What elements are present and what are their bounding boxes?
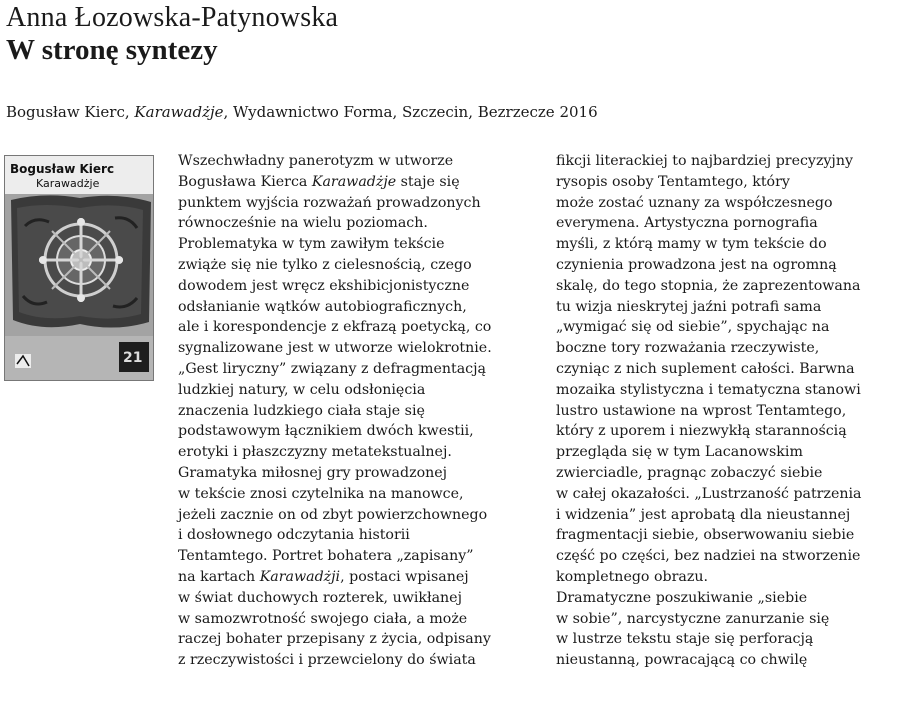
text-segment: myśli, z którą mamy w tym tekście do: [556, 236, 827, 253]
text-line: [556, 650, 861, 671]
text-line: [178, 213, 492, 234]
text-segment: boczne tory rozważania rzeczywiste,: [556, 340, 820, 357]
text-line: [556, 297, 861, 318]
text-segment: zwierciadle, pragnąc zobaczyć siebie: [556, 464, 823, 481]
text-line: [556, 317, 861, 338]
article-author: Anna Łozowska-Patynowska: [6, 2, 339, 33]
text-segment: Gramatyka miłosnej gry prowadzonej: [178, 464, 448, 481]
text-line: [178, 442, 492, 463]
text-segment: podstawowym łącznikiem dwóch kwestii,: [178, 423, 474, 440]
italic-title-text: Karawadżje: [311, 173, 397, 190]
text-segment: sygnalizowane jest w utworze wielokrotnie.: [178, 340, 492, 357]
text-line: [556, 213, 861, 234]
text-line: [178, 317, 492, 338]
text-segment: zwiąże się nie tylko z cielesnością, czego: [178, 256, 472, 273]
text-segment: który z uporem i niezwykłą starannością: [556, 423, 847, 440]
text-segment: erotyki i płaszczyzny metatekstualnej.: [178, 444, 452, 461]
text-segment: ludzkiej natury, w celu odsłonięcia: [178, 381, 426, 398]
text-line: [178, 255, 492, 276]
text-line: [178, 629, 492, 650]
text-line: [556, 442, 861, 463]
text-line: [178, 338, 492, 359]
text-line: [178, 609, 492, 630]
text-segment: Dramatyczne poszukiwanie „siebie: [556, 589, 808, 606]
text-line: [178, 380, 492, 401]
article-title: W stronę syntezy: [6, 34, 218, 66]
text-segment: nieustanną, powracającą co chwilę: [556, 652, 808, 669]
text-line: [556, 401, 861, 422]
text-segment: skalę, do tego stopnia, że zaprezentowana: [556, 277, 861, 294]
text-line: [178, 401, 492, 422]
italic-title-text: Karawadżji: [259, 568, 341, 585]
text-line: [178, 276, 492, 297]
text-segment: Bogusława Kierca: [178, 173, 312, 190]
text-line: [556, 276, 861, 297]
text-line: [178, 525, 492, 546]
text-line: [178, 650, 492, 671]
text-line: [556, 505, 861, 526]
cover-series-number: 21: [123, 350, 143, 366]
text-segment: z rzeczywistości i przewcielony do świata: [178, 652, 476, 669]
book-cover: [4, 155, 154, 381]
text-segment: kompletnego obrazu.: [556, 568, 708, 585]
text-line: [178, 463, 492, 484]
text-line: [178, 484, 492, 505]
text-line: [178, 151, 492, 172]
text-segment: w lustrze tekstu staje się perforacją: [556, 631, 814, 648]
text-segment: everymena. Artystyczna pornografia: [556, 215, 818, 232]
text-line: [178, 588, 492, 609]
text-line: [556, 151, 861, 172]
text-segment: w całej okazałości. „Lustrzaność patrzenia: [556, 485, 862, 502]
text-segment: i widzenia” jest aprobatą dla nieustannej: [556, 506, 851, 523]
text-segment: Problematyka w tym zawiłym tekście: [178, 236, 445, 253]
text-segment: część po części, bez nadziei na stworzenie: [556, 548, 861, 565]
text-segment: równocześnie na wielu poziomach.: [178, 215, 428, 232]
text-line: [178, 359, 492, 380]
text-segment: „Gest liryczny” związany z defragmentacją: [178, 360, 486, 377]
text-column-right: [556, 151, 861, 671]
text-segment: , postaci wpisanej: [340, 568, 469, 585]
text-line: [556, 234, 861, 255]
text-segment: Tentamtego. Portret bohatera „zapisany”: [178, 548, 474, 565]
text-segment: przegląda się w tym Lacanowskim: [556, 444, 803, 461]
cover-title: Karawadżje: [36, 177, 100, 190]
text-line: [178, 546, 492, 567]
text-line: [178, 567, 492, 588]
book-title: Karawadżje: [134, 103, 224, 121]
text-segment: czynienia prowadzona jest na ogromną: [556, 256, 837, 273]
text-line: [178, 421, 492, 442]
text-line: [556, 255, 861, 276]
text-line: [556, 380, 861, 401]
text-segment: mozaika stylistyczna i tematyczna stanowi: [556, 381, 861, 398]
text-segment: lustro ustawione na wprost Tentamtego,: [556, 402, 847, 419]
text-line: [556, 421, 861, 442]
text-line: [178, 234, 492, 255]
text-line: [556, 172, 861, 193]
text-segment: punktem wyjścia rozważań prowadzonych: [178, 194, 481, 211]
text-segment: ale i korespondencje z ekfrazą poetycką, co: [178, 319, 492, 336]
text-line: [556, 567, 861, 588]
text-segment: i dosłownego odczytania historii: [178, 527, 410, 544]
publisher-info: , Wydawnictwo Forma, Szczecin, Bezrzecze 2016: [223, 103, 598, 121]
text-segment: w tekście znosi czytelnika na manowce,: [178, 485, 464, 502]
text-segment: w świat duchowych rozterek, uwikłanej: [178, 589, 462, 606]
text-line: [556, 629, 861, 650]
book-author: Bogusław Kierc,: [6, 103, 135, 121]
text-segment: „wymigać się od siebie”, spychając na: [556, 319, 830, 336]
text-segment: staje się: [396, 173, 460, 190]
text-line: [178, 172, 492, 193]
text-segment: Wszechwładny panerotyzm w utworze: [178, 153, 454, 169]
text-segment: dowodem jest wręcz ekshibicjonistyczne: [178, 277, 470, 294]
text-segment: odsłanianie wątków autobiograficznych,: [178, 298, 467, 315]
text-line: [556, 525, 861, 546]
text-line: [178, 505, 492, 526]
text-segment: rysopis osoby Tentamtego, który: [556, 173, 790, 190]
text-segment: w samozwrotność swojego ciała, a może: [178, 610, 468, 627]
text-segment: znaczenia ludzkiego ciała staje się: [178, 402, 425, 419]
text-line: [556, 463, 861, 484]
text-segment: jeżeli zacznie on od zbyt powierzchownego: [178, 506, 488, 523]
text-segment: czyniąc z nich suplement całości. Barwna: [556, 360, 855, 377]
text-line: [556, 609, 861, 630]
text-segment: może zostać uznany za współczesnego: [556, 194, 833, 211]
cover-author: Bogusław Kierc: [10, 162, 115, 176]
text-line: [556, 588, 861, 609]
bibliographic-note: [6, 103, 598, 121]
text-line: [178, 297, 492, 318]
text-line: [556, 546, 861, 567]
text-segment: tu wizja nieskrytej jaźni potrafi sama: [556, 298, 822, 315]
text-segment: fikcji literackiej to najbardziej precyzyjny: [556, 153, 853, 169]
text-segment: fragmentacji siebie, obserwowaniu siebie: [556, 527, 855, 544]
text-line: [178, 193, 492, 214]
text-segment: w sobie”, narcystyczne zanurzanie się: [556, 610, 830, 627]
text-line: [556, 338, 861, 359]
text-line: [556, 359, 861, 380]
text-line: [556, 193, 861, 214]
text-segment: raczej bohater przepisany z życia, odpisany: [178, 631, 491, 648]
text-line: [556, 484, 861, 505]
text-segment: na kartach: [178, 568, 260, 585]
text-column-left: [178, 151, 492, 671]
